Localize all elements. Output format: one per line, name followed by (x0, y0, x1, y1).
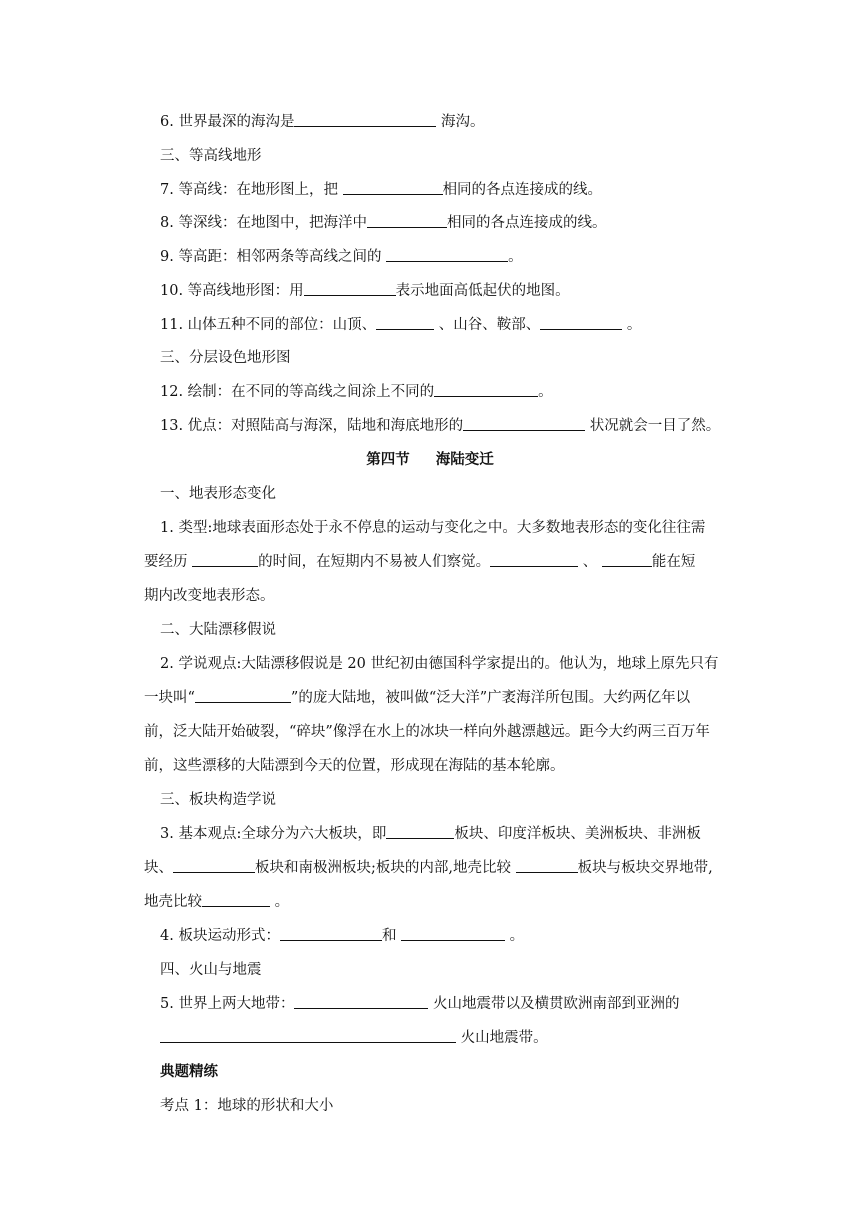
heading-continental-drift: 二、大陆漂移假说 (160, 622, 276, 638)
answer-blank[interactable] (401, 926, 505, 941)
answer-blank[interactable] (192, 552, 258, 567)
paragraph-2-line-1: 2. 学说观点:大陆漂移假说是 20 世纪初由德国科学家提出的。他认为，地球上原先只有 (160, 656, 719, 672)
question-4: 4. 板块运动形式： 和 。 (160, 928, 525, 944)
answer-blank[interactable] (386, 247, 508, 262)
answer-blank[interactable] (540, 315, 622, 330)
answer-blank[interactable] (294, 112, 436, 127)
answer-blank[interactable] (202, 892, 270, 907)
paragraph-3-line-1: 3. 基本观点:全球分为六大板块，即 板块、印度洋板块、美洲板块、非洲板 (160, 826, 701, 842)
paragraph-2-line-4: 前，这些漂移的大陆漂到今天的位置，形成现在海陆的基本轮廓。 (144, 758, 565, 774)
heading-layered-color-map: 三、分层设色地形图 (160, 350, 291, 366)
paragraph-3-line-3: 地壳比较 。 (144, 894, 290, 910)
answer-blank[interactable] (490, 552, 578, 567)
answer-blank[interactable] (294, 994, 428, 1009)
question-10: 10. 等高线地形图：用 表示地面高低起伏的地图。 (160, 283, 570, 299)
question-6: 6. 世界最深的海沟是 海沟。 (160, 114, 485, 130)
question-11: 11. 山体五种不同的部位：山顶、 、山谷、鞍部、 。 (160, 317, 642, 333)
answer-blank[interactable] (367, 213, 447, 228)
question-13: 13. 优点：对照陆高与海深，陆地和海底地形的 状况就会一目了然。 (160, 418, 721, 434)
practice-heading: 典题精练 (160, 1063, 218, 1080)
heading-contour-terrain: 三、等高线地形 (160, 148, 262, 164)
heading-volcano-earthquake: 四、火山与地震 (160, 962, 262, 978)
question-12: 12. 绘制：在不同的等高线之间涂上不同的 。 (160, 384, 553, 400)
question-5-line-1: 5. 世界上两大地带： 火山地震带以及横贯欧洲南部到亚洲的 (160, 996, 680, 1012)
answer-blank[interactable] (386, 824, 454, 839)
answer-blank[interactable] (376, 315, 434, 330)
paragraph-3-line-2: 块、 板块和南极洲板块;板块的内部,地壳比较 板块与板块交界地带, (144, 860, 713, 876)
answer-blank[interactable] (280, 926, 382, 941)
question-8: 8. 等深线：在地图中，把海洋中 相同的各点连接成的线。 (160, 215, 607, 231)
paragraph-2-line-3: 前，泛大陆开始破裂，“碎块”像浮在水上的冰块一样向外越漂越远。距今大约两三百万年 (144, 724, 710, 740)
answer-blank[interactable] (516, 858, 578, 873)
question-9: 9. 等高距：相邻两条等高线之间的 。 (160, 249, 523, 265)
section-title (0, 450, 860, 470)
question-7: 7. 等高线：在地形图上，把 相同的各点连接成的线。 (160, 182, 603, 198)
paragraph-1-line-3: 期内改变地表形态。 (144, 588, 275, 604)
paragraph-1-line-1: 1. 类型:地球表面形态处于永不停息的运动与变化之中。大多数地表形态的变化往往需 (160, 520, 706, 536)
answer-blank[interactable] (173, 858, 255, 873)
paragraph-1-line-2: 要经历 的时间，在短期内不易被人们察觉。 、 能在短 (144, 554, 696, 570)
heading-plate-tectonics: 三、板块构造学说 (160, 792, 276, 808)
answer-blank[interactable] (195, 688, 291, 703)
answer-blank[interactable] (343, 180, 443, 195)
question-5-line-2: 火山地震带。 (160, 1028, 548, 1048)
answer-blank[interactable] (463, 416, 585, 431)
section-number: 第四节 (366, 451, 410, 468)
section-name: 海陆变迁 (435, 451, 494, 468)
paragraph-2-line-2: 一块叫“ ”的庞大陆地，被叫做“泛大洋”广袤海洋所包围。大约两亿年以 (144, 690, 691, 706)
answer-blank[interactable] (304, 281, 396, 296)
answer-blank[interactable] (160, 1028, 456, 1043)
answer-blank[interactable] (602, 552, 652, 567)
exam-point-1: 考点 1：地球的形状和大小 (160, 1098, 334, 1114)
answer-blank[interactable] (434, 382, 538, 397)
heading-surface-change: 一、地表形态变化 (160, 486, 276, 502)
